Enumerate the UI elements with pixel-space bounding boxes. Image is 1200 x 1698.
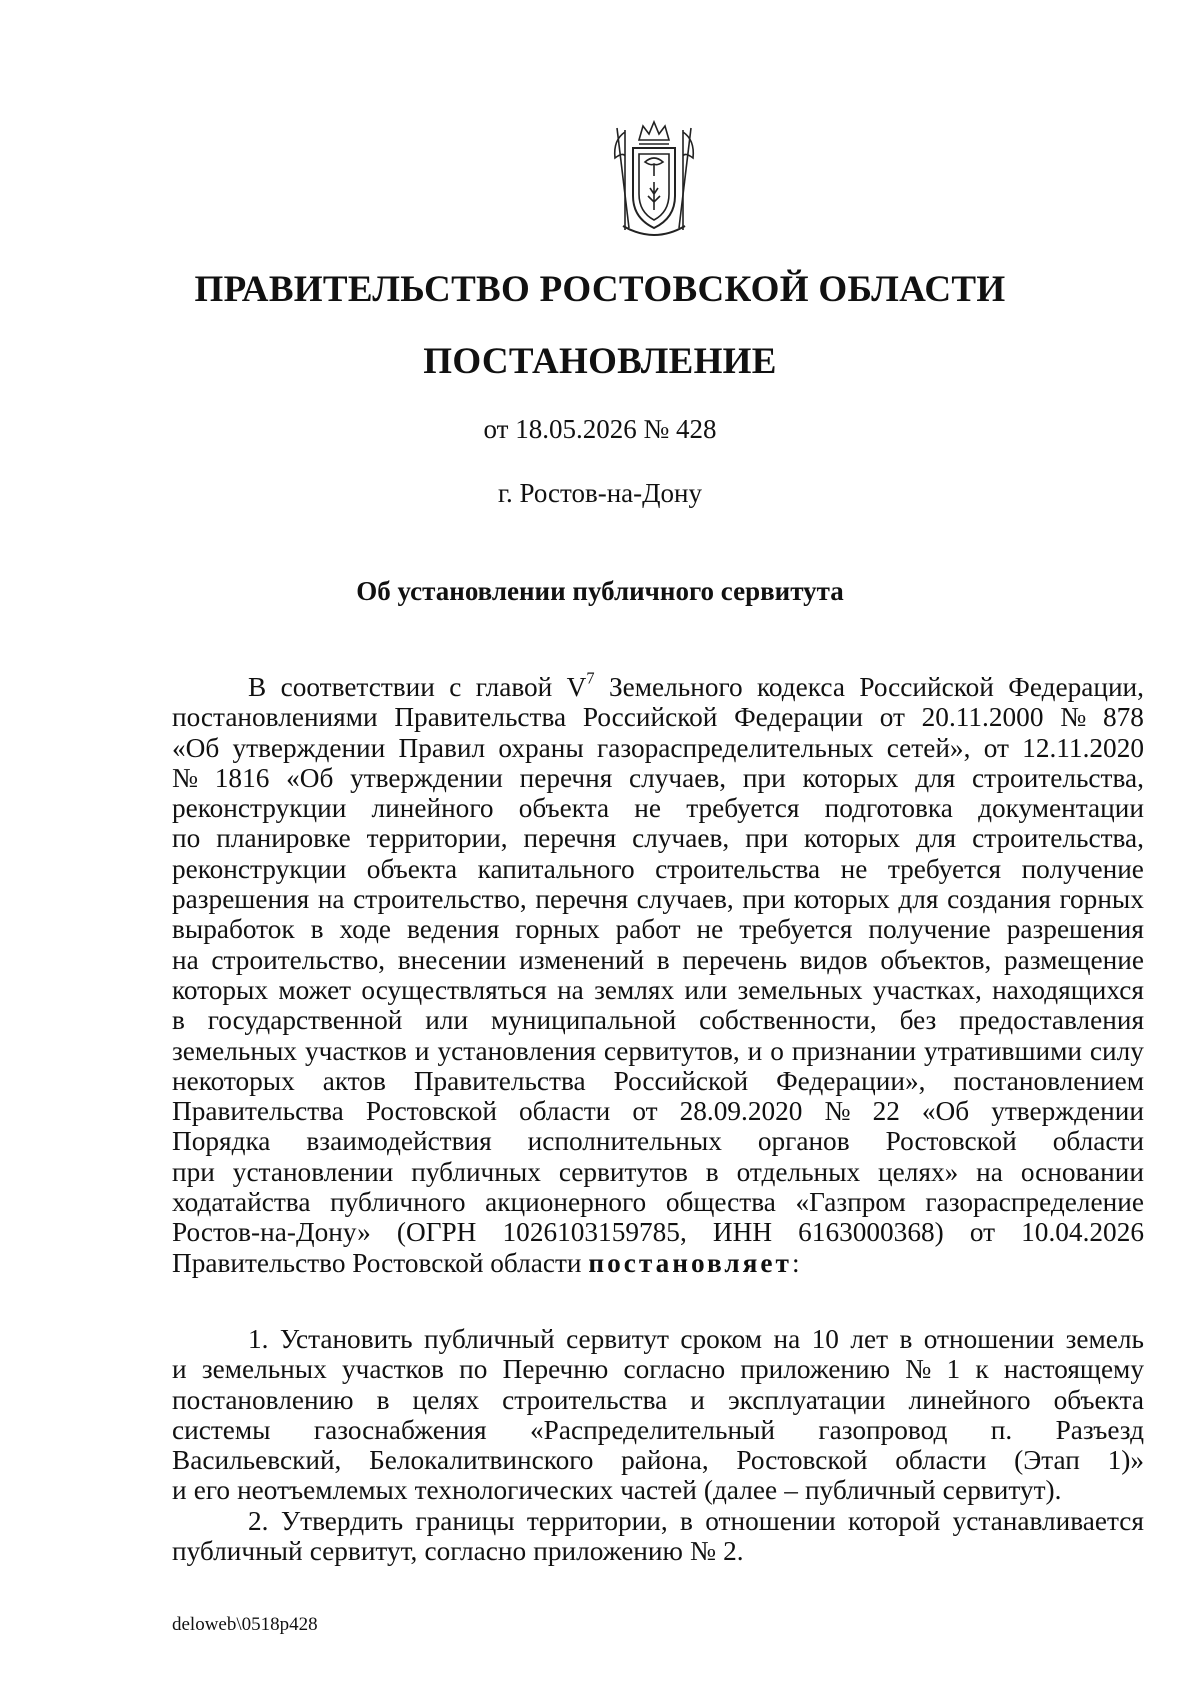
closing-text: Правительство Ростовской области xyxy=(172,1247,582,1278)
text-line: ходатайства публичного акционерного общества «Газпром газораспределение xyxy=(172,1187,1144,1218)
resolves-word: постановляет xyxy=(588,1247,792,1278)
text-line: разрешения на строительство, перечня случаев, при которых для создания горных xyxy=(172,884,1144,915)
text-line: Правительства Ростовской области от 28.09.2020 № 22 «Об утверждении xyxy=(172,1096,1144,1127)
text-line: Ростов-на-Дону» (ОГРН 1026103159785, ИНН 6163000368) от 10.04.2026 xyxy=(172,1217,1144,1248)
item-2-paragraph xyxy=(172,1506,1144,1567)
text-line: реконструкции линейного объекта не требуется подготовка документации xyxy=(172,793,1144,824)
preamble-paragraph xyxy=(172,668,1144,1278)
text-line: и земельных участков по Перечню согласно приложению № 1 к настоящему xyxy=(172,1354,1144,1385)
text-line: Васильевский, Белокалитвинского района, Ростовской области (Этап 1)» xyxy=(172,1445,1144,1476)
document-subject: Об установлении публичного сервитута xyxy=(356,576,844,606)
text-line: постановлениями Правительства Российской Федерации от 20.11.2000 № 878 xyxy=(172,702,1144,733)
text-line: на строительство, внесении изменений в перечень видов объектов, размещение xyxy=(172,944,1144,975)
text-line: Порядка взаимодействия исполнительных органов Ростовской области xyxy=(172,1126,1144,1157)
footer-code: deloweb\0518p428 xyxy=(172,1614,318,1635)
place: г. Ростов-на-Дону xyxy=(497,478,702,508)
text-line: В соответствии с главой $V^7$ Земельного кодекса Российской Федерации, xyxy=(248,668,1144,702)
text-line: № 1816 «Об утверждении перечня случаев, при которых для строительства, xyxy=(172,762,1144,793)
item-1-paragraph xyxy=(172,1324,1144,1506)
text-line: при установлении публичных сервитутов в отдельных целях» на основании xyxy=(172,1156,1144,1187)
text-line: постановлению в целях строительства и эксплуатации линейного объекта xyxy=(172,1384,1144,1415)
text-line: системы газоснабжения «Распределительный газопровод п. Разъезд xyxy=(172,1414,1144,1445)
text-line xyxy=(172,1248,1144,1278)
text-line: реконструкции объекта капитального строительства не требуется получение xyxy=(172,853,1144,884)
text-line: в государственной или муниципальной собственности, без предоставления xyxy=(172,1005,1144,1036)
text-line: 2. Утвердить границы территории, в отношении которой устанавливается xyxy=(248,1506,1144,1536)
text-line: «Об утверждении Правил охраны газораспределительных сетей», от 12.11.2020 xyxy=(172,732,1144,763)
text-line: земельных участков и установления сервитутов, и о признании утратившими силу xyxy=(172,1035,1144,1066)
date-number: от 18.05.2026 № 428 xyxy=(483,414,717,444)
text-line: по планировке территории, перечня случаев, при которых для строительства, xyxy=(172,823,1144,854)
resolves-punct: : xyxy=(791,1247,800,1278)
text-line: некоторых актов Правительства Российской Федерации», постановлением xyxy=(172,1065,1144,1096)
text-line: которых может осуществляться на землях или земельных участках, находящихся xyxy=(172,974,1144,1005)
text-line: публичный сервитут, согласно приложению № 2. xyxy=(172,1536,744,1567)
text-line: и его неотъемлемых технологических частей (далее – публичный сервитут). xyxy=(172,1475,1062,1506)
organization-title: ПРАВИТЕЛЬСТВО РОСТОВСКОЙ ОБЛАСТИ xyxy=(194,269,1006,310)
coat-of-arms-icon xyxy=(595,118,713,246)
text-line: 1. Установить публичный сервитут сроком на 10 лет в отношении земель xyxy=(248,1324,1144,1354)
document-type: ПОСТАНОВЛЕНИЕ xyxy=(423,341,777,382)
text-line: выработок в ходе ведения горных работ не требуется получение разрешения xyxy=(172,914,1144,945)
